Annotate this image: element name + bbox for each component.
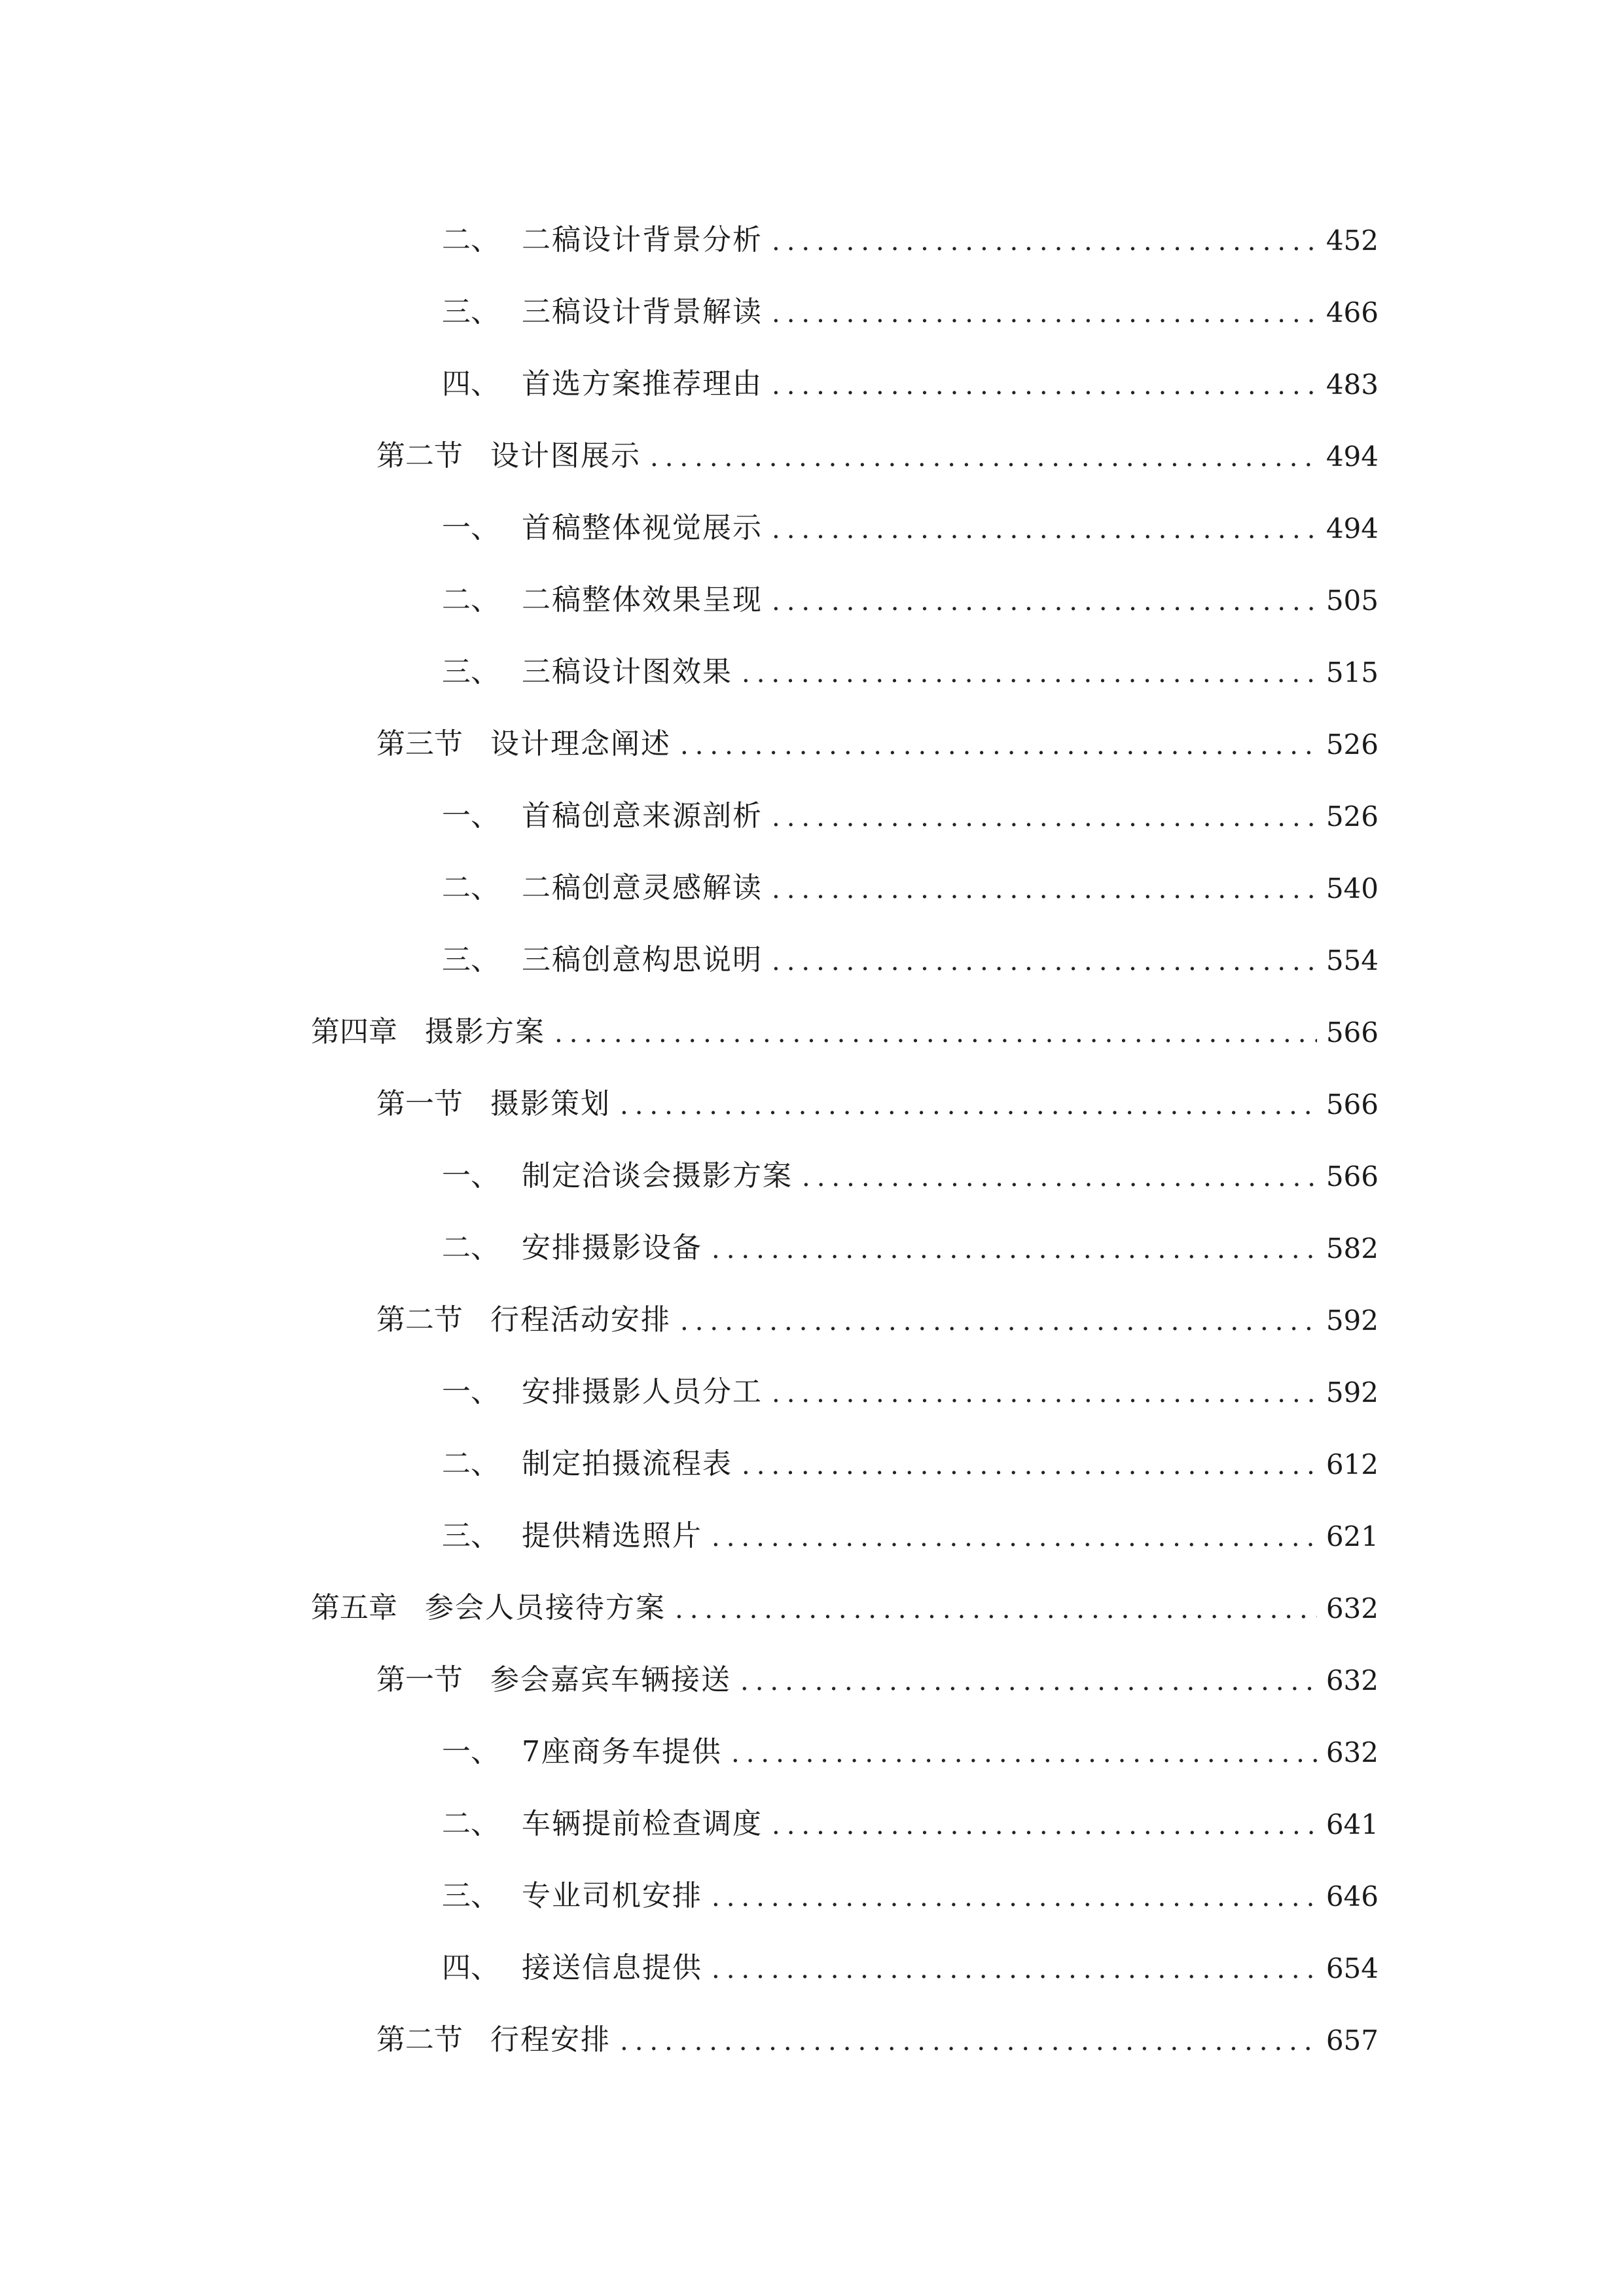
toc-entry[interactable]: [442, 1714, 1379, 1767]
toc-entry-page: 452: [1326, 224, 1379, 257]
toc-entry[interactable]: [442, 202, 1379, 255]
toc-entry-page: 540: [1326, 872, 1379, 905]
toc-entry-title: 三稿设计图效果: [522, 655, 732, 689]
toc-entry[interactable]: [442, 1210, 1379, 1263]
toc-entry-title: 三稿创意构思说明: [522, 943, 763, 977]
toc-entry-number: 二、: [442, 583, 499, 617]
toc-dot-leader: [772, 588, 1317, 615]
toc-dot-leader: [675, 1596, 1317, 1623]
toc-dot-leader: [680, 1308, 1317, 1335]
toc-dot-leader: [802, 1164, 1317, 1191]
toc-entry-page: 526: [1326, 800, 1379, 833]
toc-entry-page: 646: [1326, 1880, 1379, 1912]
toc-dot-leader: [740, 1668, 1317, 1695]
toc-entry-page: 566: [1326, 1160, 1379, 1193]
toc-dot-leader: [772, 372, 1317, 399]
toc-entry[interactable]: [442, 850, 1379, 903]
toc-entry[interactable]: [442, 1930, 1379, 1982]
toc-entry[interactable]: [442, 274, 1379, 327]
toc-dot-leader: [772, 804, 1317, 831]
toc-entry[interactable]: [376, 1642, 1379, 1695]
toc-entry-number: 四、: [442, 1951, 499, 1984]
toc-dot-leader: [772, 300, 1317, 327]
toc-dot-leader: [742, 1452, 1317, 1479]
toc-entry-title: 制定洽谈会摄影方案: [522, 1159, 793, 1193]
toc-dot-leader: [772, 876, 1317, 903]
toc-entry-number: 第二节: [376, 1303, 463, 1336]
toc-entry-number: 二、: [442, 1807, 499, 1840]
toc-entry-number: 第一节: [376, 1663, 463, 1696]
toc-entry-title: 安排摄影设备: [522, 1231, 702, 1265]
toc-entry-title: 首稿整体视觉展示: [522, 511, 763, 545]
toc-entry-page: 641: [1326, 1808, 1379, 1840]
toc-entry[interactable]: [442, 778, 1379, 831]
toc-dot-leader: [731, 1740, 1317, 1767]
toc-dot-leader: [772, 1812, 1317, 1839]
toc-entry-number: 一、: [442, 511, 499, 545]
toc-entry[interactable]: [442, 634, 1379, 687]
toc-entry-number: 二、: [442, 1231, 499, 1265]
toc-entry-number: 三、: [442, 1879, 499, 1912]
toc-entry-page: 592: [1326, 1376, 1379, 1408]
toc-entry[interactable]: [376, 418, 1379, 471]
toc-entry-number: 二、: [442, 871, 499, 905]
toc-entry-number: 第二节: [376, 2023, 463, 2056]
toc-entry-number: 二、: [442, 223, 499, 257]
toc-dot-leader: [772, 1380, 1317, 1407]
toc-entry[interactable]: [442, 562, 1379, 615]
toc-entry-title: 提供精选照片: [522, 1519, 702, 1552]
toc-entry[interactable]: [376, 706, 1379, 759]
toc-entry-title: 二稿设计背景分析: [522, 223, 763, 257]
toc-entry[interactable]: [442, 346, 1379, 399]
toc-entry[interactable]: [376, 1282, 1379, 1335]
toc-entry-title: 制定拍摄流程表: [522, 1447, 732, 1480]
toc-dot-leader: [742, 660, 1317, 687]
toc-entry-number: 一、: [442, 1375, 499, 1408]
toc-entry-title: 二稿创意灵感解读: [522, 871, 763, 905]
toc-dot-leader: [772, 516, 1317, 543]
toc-dot-leader: [554, 1020, 1317, 1047]
toc-dot-leader: [712, 1524, 1317, 1551]
toc-entry[interactable]: [442, 490, 1379, 543]
toc-entry-title: 三稿设计背景解读: [522, 295, 763, 329]
toc-entry-number: 第五章: [311, 1591, 397, 1624]
toc-entry-title: 设计图展示: [490, 439, 641, 473]
toc-entry-page: 566: [1326, 1016, 1379, 1049]
toc-entry-title: 行程安排: [490, 2023, 611, 2056]
toc-entry-title: 摄影方案: [425, 1015, 545, 1049]
toc-dot-leader: [650, 444, 1317, 471]
toc-entry-number: 一、: [442, 1159, 499, 1193]
toc-entry-page: 632: [1326, 1592, 1379, 1624]
toc-entry-page: 466: [1326, 296, 1379, 329]
toc-entry-title: 安排摄影人员分工: [522, 1375, 763, 1408]
toc-entry-number: 三、: [442, 295, 499, 329]
toc-entry-number: 第二节: [376, 439, 463, 473]
toc-entry-page: 554: [1326, 944, 1379, 977]
toc-entry-page: 505: [1326, 584, 1379, 617]
toc-entry-number: 四、: [442, 367, 499, 401]
toc-entry-page: 582: [1326, 1232, 1379, 1265]
toc-entry-number: 第四章: [311, 1015, 397, 1049]
toc-entry[interactable]: [442, 922, 1379, 975]
toc-dot-leader: [680, 732, 1317, 759]
toc-entry[interactable]: [376, 1066, 1379, 1119]
toc-entry-page: 654: [1326, 1952, 1379, 1984]
toc-entry-title: 行程活动安排: [490, 1303, 671, 1336]
toc-entry-number: 第三节: [376, 727, 463, 761]
toc-dot-leader: [772, 948, 1317, 975]
toc-entry-number: 三、: [442, 943, 499, 977]
toc-entry-page: 515: [1326, 656, 1379, 689]
toc-entry-number: 第一节: [376, 1087, 463, 1121]
toc-dot-leader: [712, 1956, 1317, 1982]
toc-entry-page: 612: [1326, 1448, 1379, 1480]
toc-entry-title: 参会人员接待方案: [425, 1591, 666, 1624]
toc-entry-number: 三、: [442, 655, 499, 689]
toc-entry-number: 二、: [442, 1447, 499, 1480]
toc-entry[interactable]: [376, 2002, 1379, 2054]
toc-entry-page: 657: [1326, 2024, 1379, 2056]
toc-entry-page: 621: [1326, 1520, 1379, 1552]
toc-entry[interactable]: [311, 994, 1379, 1047]
toc-entry-title: 设计理念阐述: [490, 727, 671, 761]
toc-entry-title: 专业司机安排: [522, 1879, 702, 1912]
toc-entry-number: 一、: [442, 1735, 499, 1768]
toc-entry-page: 494: [1326, 440, 1379, 473]
toc-entry-title: 首选方案推荐理由: [522, 367, 763, 401]
toc-dot-leader: [712, 1236, 1317, 1263]
toc-entry[interactable]: [442, 1354, 1379, 1407]
toc-dot-leader: [772, 228, 1317, 255]
toc-dot-leader: [620, 1092, 1317, 1119]
toc-entry-page: 483: [1326, 368, 1379, 401]
toc-entry-title: 首稿创意来源剖析: [522, 799, 763, 833]
toc-dot-leader: [620, 2028, 1317, 2054]
toc-dot-leader: [712, 1884, 1317, 1910]
toc-entry-page: 592: [1326, 1304, 1379, 1336]
toc-entry[interactable]: [442, 1858, 1379, 1910]
toc-entry-number: 三、: [442, 1519, 499, 1552]
toc-entry[interactable]: [311, 1570, 1379, 1623]
toc-entry[interactable]: [442, 1498, 1379, 1551]
toc-entry-title: 7座商务车提供: [522, 1735, 722, 1768]
toc-entry-page: 566: [1326, 1088, 1379, 1121]
toc-entry-title: 摄影策划: [490, 1087, 611, 1121]
toc-entry-number: 一、: [442, 799, 499, 833]
toc-entry-title: 二稿整体效果呈现: [522, 583, 763, 617]
toc-entry-title: 接送信息提供: [522, 1951, 702, 1984]
toc-entry-page: 632: [1326, 1664, 1379, 1696]
toc-entry-title: 车辆提前检查调度: [522, 1807, 763, 1840]
toc-entry-page: 526: [1326, 728, 1379, 761]
toc-entry-page: 632: [1326, 1736, 1379, 1768]
toc-entry[interactable]: [442, 1138, 1379, 1191]
toc-entry-page: 494: [1326, 512, 1379, 545]
toc-entry[interactable]: [442, 1786, 1379, 1839]
toc-entry[interactable]: [442, 1426, 1379, 1479]
toc-entry-title: 参会嘉宾车辆接送: [490, 1663, 731, 1696]
